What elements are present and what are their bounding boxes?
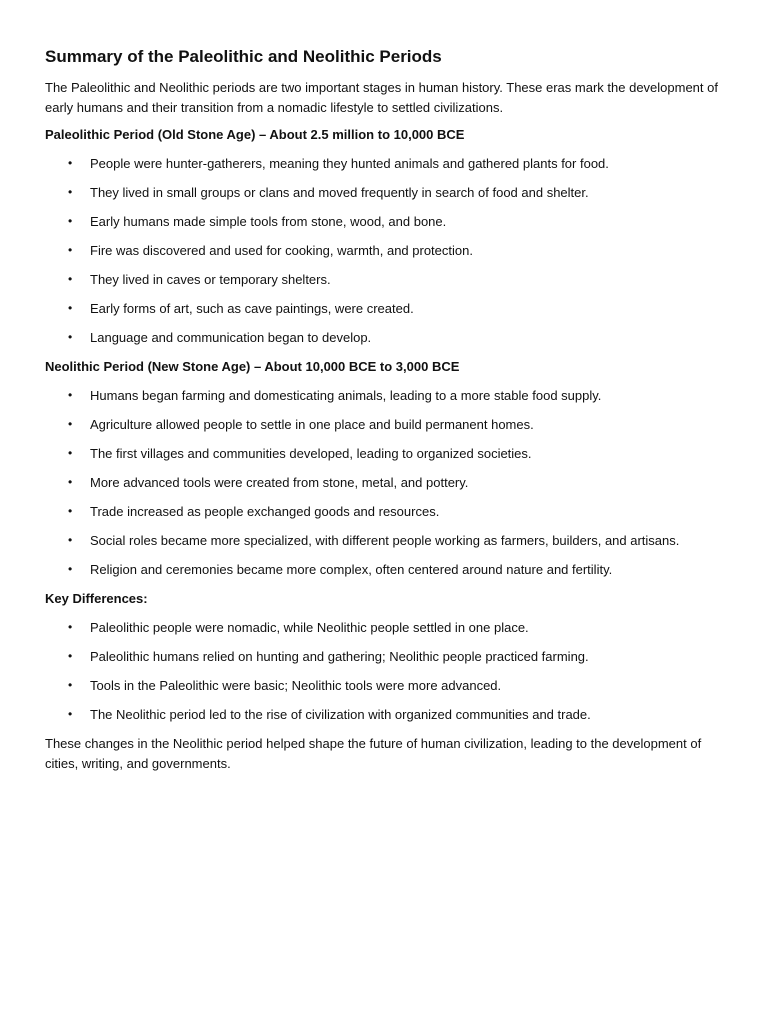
list-item-text: The Neolithic period led to the rise of civilization with organized communities and trade. [90,707,591,722]
bullet-icon: • [68,272,73,286]
bullet-icon: • [68,330,73,344]
bullet-icon: • [68,475,73,489]
bullet-list-key-differences [45,618,725,724]
list-item [45,183,725,202]
list-item-text: Tools in the Paleolithic were basic; Neolithic tools were more advanced. [90,678,502,693]
list-item [45,618,725,637]
list-item-text: Humans began farming and domesticating animals, leading to a more stable food supply. [90,388,602,403]
bullet-icon: • [68,301,73,315]
bullet-icon: • [68,620,73,634]
list-item-text: They lived in small groups or clans and moved frequently in search of food and shelter. [90,185,589,200]
list-item-text: Paleolithic humans relied on hunting and gathering; Neolithic people practiced farming. [90,649,589,664]
list-item [45,560,725,579]
intro-paragraph: The Paleolithic and Neolithic periods are two important stages in human history. These eras mark the development of early humans and their transition from a nomadic lifestyle to settled civilizations. [45,80,718,115]
bullet-icon: • [68,533,73,547]
bullet-icon: • [68,707,73,721]
list-item [45,705,725,724]
list-item [45,328,725,347]
bullet-icon: • [68,678,73,692]
list-item [45,386,725,405]
bullet-icon: • [68,214,73,228]
list-item [45,299,725,318]
conclusion-paragraph: These changes in the Neolithic period helped shape the future of human civilization, leading to the development of cities, writing, and governments. [45,736,702,771]
list-item-text: Paleolithic people were nomadic, while Neolithic people settled in one place. [90,620,529,635]
bullet-icon: • [68,504,73,518]
list-item-text: Fire was discovered and used for cooking, warmth, and protection. [90,243,473,258]
section-neolithic [45,357,725,579]
list-item [45,473,725,492]
section-paleolithic [45,125,725,347]
bullet-icon: • [68,156,73,170]
list-item [45,531,725,550]
list-item-text: Agriculture allowed people to settle in one place and build permanent homes. [90,417,534,432]
bullet-icon: • [68,243,73,257]
list-item-text: Religion and ceremonies became more complex, often centered around nature and fertility. [90,562,613,577]
section-heading-paleolithic: Paleolithic Period (Old Stone Age) – About 2.5 million to 10,000 BCE [45,127,465,142]
bullet-list-paleolithic [45,154,725,347]
list-item-text: Trade increased as people exchanged goods and resources. [90,504,440,519]
bullet-icon: • [68,417,73,431]
bullet-icon: • [68,388,73,402]
list-item-text: More advanced tools were created from stone, metal, and pottery. [90,475,469,490]
list-item [45,502,725,521]
list-item-text: Language and communication began to develop. [90,330,372,345]
bullet-icon: • [68,649,73,663]
list-item-text: The first villages and communities developed, leading to organized societies. [90,446,532,461]
list-item-text: People were hunter-gatherers, meaning they hunted animals and gathered plants for food. [90,156,609,171]
list-item [45,212,725,231]
list-item-text: They lived in caves or temporary shelters. [90,272,331,287]
document-title: Summary of the Paleolithic and Neolithic Periods [45,47,442,66]
bullet-icon: • [68,562,73,576]
section-heading-neolithic: Neolithic Period (New Stone Age) – About 10,000 BCE to 3,000 BCE [45,359,460,374]
list-item [45,270,725,289]
list-item [45,415,725,434]
list-item [45,444,725,463]
section-heading-key-differences: Key Differences: [45,591,148,606]
section-key-differences [45,589,725,724]
document-page [45,46,725,781]
list-item [45,676,725,695]
bullet-list-neolithic [45,386,725,579]
bullet-icon: • [68,185,73,199]
bullet-icon: • [68,446,73,460]
list-item-text: Early forms of art, such as cave paintings, were created. [90,301,414,316]
list-item-text: Social roles became more specialized, with different people working as farmers, builders, and artisans. [90,533,680,548]
list-item [45,154,725,173]
list-item-text: Early humans made simple tools from stone, wood, and bone. [90,214,447,229]
list-item [45,647,725,666]
list-item [45,241,725,260]
